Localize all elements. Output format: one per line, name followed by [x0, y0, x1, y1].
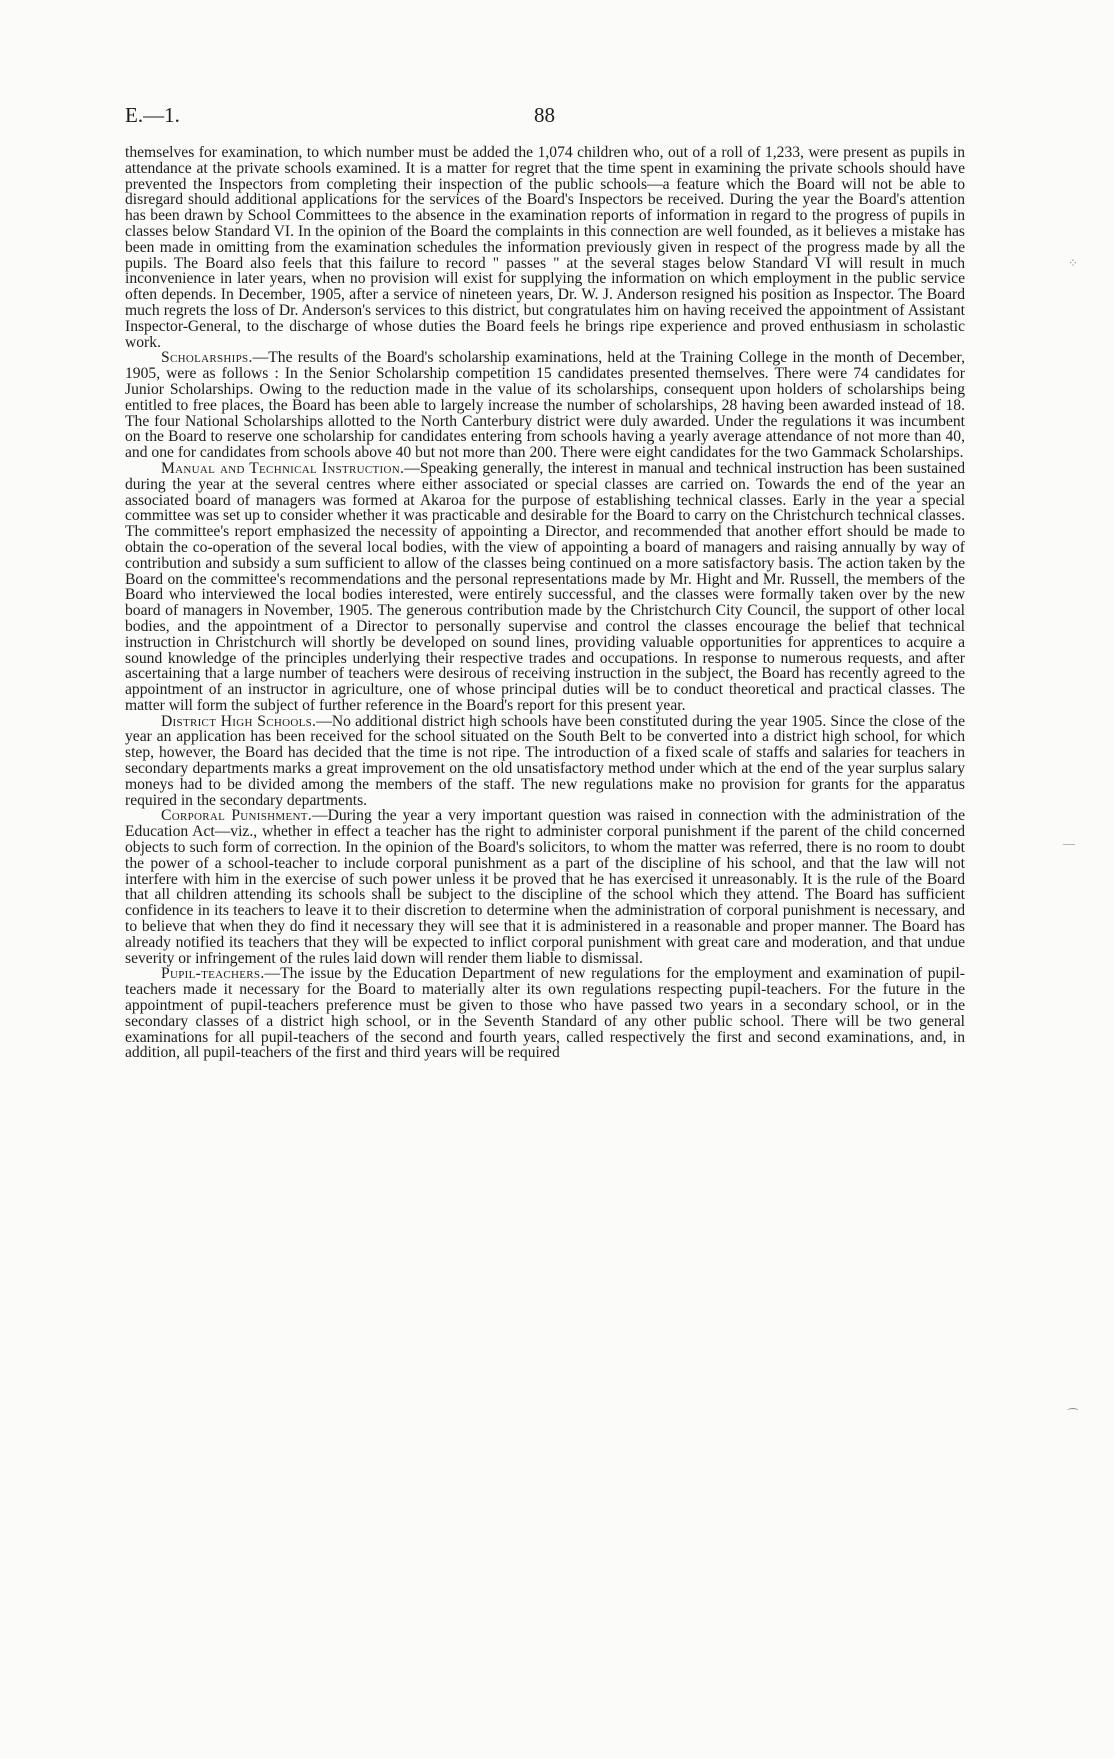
- section-heading: District High Schools.: [161, 712, 317, 730]
- paragraph-pupil-teachers: [125, 966, 965, 1061]
- paragraph-text: —Speaking generally, the interest in manual and technical instruction has been sustained during the year at the several centres where either associated or special classes are carried on. Towards the end of the year an associated board of managers was formed at Akaroa for the purpose of establishing technical classes. Early in the year a special committee was set up to consider whether it was practicable and desirable for the Board to carry on the Christchurch technical classes. The committee's report emphasized the necessity of appointing a Director, and recommended that another effort should be made to obtain the co-operation of the several local bodies, with the view of appointing a board of managers and raising annually by way of contribution and subsidy a sum sufficient to allow of the classes being continued on a more satisfactory basis. The action taken by the Board on the committee's recommendations and the personal representations made by Mr. Hight and Mr. Russell, the members of the Board who interviewed the local bodies interested, were entirely successful, and the classes were formally taken over by the new board of managers in November, 1905. The generous contribution made by the Christchurch City Council, the support of other local bodies, and the appointment of a Director to personally supervise and control the classes encourage the belief that technical instruction in Christchurch will shortly be developed on sound lines, providing valuable opportunities for apprentices to acquire a sound knowledge of the principles underlying their respective trades and occupations. In response to numerous requests, and after ascertaining that a large number of teachers were desirous of receiving instruction in the subject, the Board has recently agreed to the appointment of an instructor in agriculture, one of whose principal duties will be to conduct theoretical and practical classes. The matter will form the subject of further reference in the Board's report for this present year.: [125, 459, 965, 714]
- body-text: [125, 145, 965, 1061]
- paragraph-text: —The issue by the Education Department of new regulations for the employment and examination of pupil-teachers made it necessary for the Board to materially alter its own regulations respecting pupil-teachers. For the future in the appointment of pupil-teachers preference must be given to those who have passed two years in a secondary school, or in the secondary classes of a district high school, or in the Seventh Standard of any other public school. There will be two general examinations for all pupil-teachers of the second and fourth years, called respectively the first and second examinations, and, in addition, all pupil-teachers of the first and third years will be required: [125, 965, 965, 1062]
- section-heading: Scholarships.: [161, 349, 253, 367]
- paragraph-scholarships: [125, 350, 965, 461]
- paragraph-continuation: [125, 145, 965, 350]
- section-heading: Pupil-teachers.: [161, 965, 265, 983]
- scan-mark-icon: ⁘: [1068, 256, 1079, 270]
- scan-mark-icon: —: [1063, 836, 1075, 850]
- paragraph-district-high-schools: [125, 714, 965, 809]
- paragraph-text: themselves for examination, to which number must be added the 1,074 children who, out of a roll of 1,233, were present as pupils in attendance at the private schools examined. It is a matter for regret that the time spent in examining the private schools should have prevented the Inspectors from completing their inspection of the public schools—a feature which the Board will not be able to disregard should additional applications for the services of the Board's Inspectors be received. During the year the Board's attention has been drawn by School Committees to the absence in the examination reports of information in regard to the progress of pupils in classes below Standard VI. In the opinion of the Board the complaints in this connection are well founded, as it believes a mistake has been made in omitting from the examination schedules the information previously given in respect of the progress made by all the pupils. The Board also feels that this failure to record " passes " at the several stages below Standard VI will result in much inconvenience in later years, when no provision will exist for supplying the information on which employment in the public service often depends. In December, 1905, after a service of nineteen years, Dr. W. J. Anderson resigned his position as Inspector. The Board much regrets the loss of Dr. Anderson's services to this district, but congratulates him on having received the appointment of Assistant Inspector-General, to the discharge of whose duties the Board feels he brings ripe experience and proved enthusiasm in scholastic work.: [125, 144, 965, 351]
- scan-mark-icon: ⁀: [1068, 1408, 1078, 1422]
- page-header: [125, 103, 965, 131]
- paragraph-corporal-punishment: [125, 808, 965, 966]
- paragraph-text: —The results of the Board's scholarship examinations, held at the Training College in the month of December, 1905, were as follows : In the Senior Scholarship competition 15 candidates presented themselves. There were 74 candidates for Junior Scholarships. Owing to the reduction made in the value of its scholarships, consequent upon holders of scholarships being entitled to free places, the Board has been able to largely increase the number of scholarships, 28 having been awarded instead of 18. The four National Scholarships allotted to the North Canterbury district were duly awarded. Under the regulations it was incumbent on the Board to reserve one scholarship for candidates entering from schools having a yearly average attendance of not more than 40, and one for candidates from schools above 40 but not more than 200. There were eight candidates for the two Gammack Scholarships.: [125, 349, 965, 462]
- section-heading: Manual and Technical Instruction.: [161, 459, 405, 477]
- paragraph-text: —During the year a very important question was raised in connection with the administration of the Education Act—viz., whether in effect a teacher has the right to administer corporal punishment if the parent of the child concerned objects to such form of correction. In the opinion of the Board's solicitors, to whom the matter was referred, there is no room to doubt the power of a school-teacher to include corporal punishment as a part of the discipline of his school, and that the law will not interfere with him in the exercise of such power unless it be proved that he has exercised it unreasonably. It is the rule of the Board that all children attending its schools shall be subject to the discipline of the school which they attend. The Board has sufficient confidence in its teachers to leave it to their discretion to determine when the administration of corporal punishment is necessary, and to believe that when they do find it necessary they will see that it is administered in a reasonable and proper manner. The Board has already notified its teachers that they will be expected to inflict corporal punishment with great care and moderation, and that undue severity or infringement of the rules laid down will render them liable to dismissal.: [125, 807, 965, 967]
- page-number: 88: [534, 103, 555, 127]
- document-reference: E.—1.: [125, 103, 180, 127]
- paragraph-manual-technical: [125, 461, 965, 714]
- paragraph-text: —No additional district high schools have been constituted during the year 1905. Since the close of the year an application has been received for the school situated on the South Belt to be converted into a district high school, for which step, however, the Board has decided that the time is not ripe. The introduction of a fixed scale of staffs and salaries for teachers in secondary departments marks a great improvement on the old unsatisfactory method under which at the end of the year surplus salary moneys had to be divided among the members of the staff. The new regulations make no provision for grants for the apparatus required in the secondary departments.: [125, 712, 965, 809]
- section-heading: Corporal Punishment.: [161, 807, 312, 825]
